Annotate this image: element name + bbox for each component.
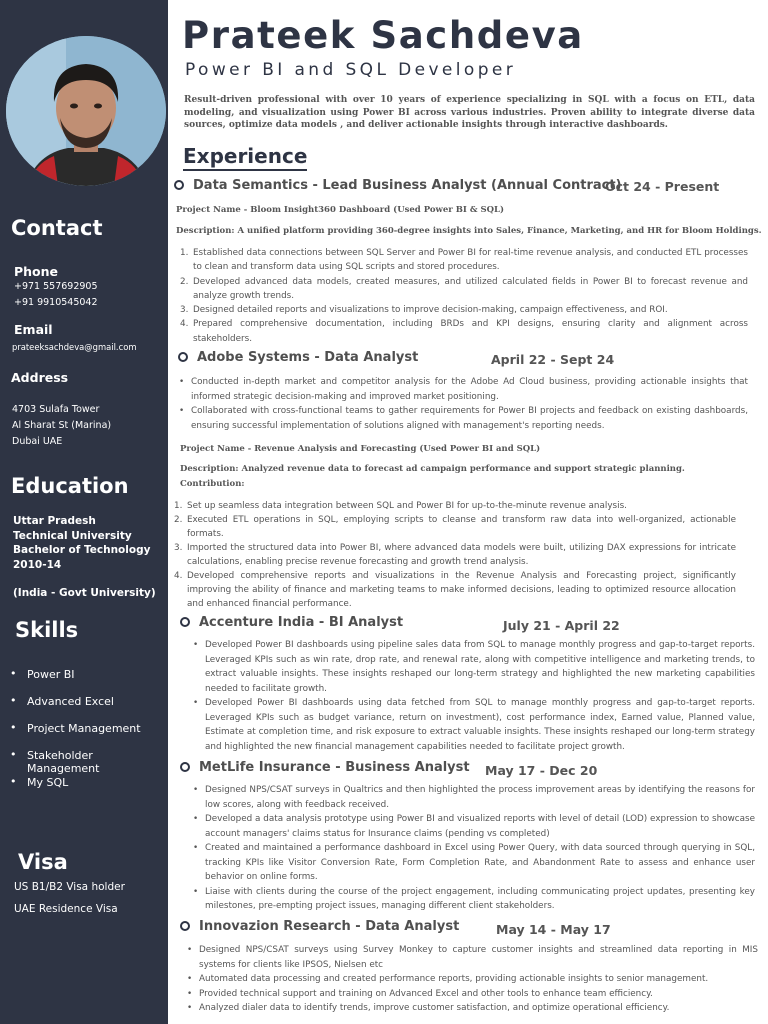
- job-title: Adobe Systems - Data Analyst: [178, 350, 418, 365]
- sidebar: [0, 0, 168, 1024]
- list-item: Designed detailed reports and visualizations to improve decision-making, campaign effectiveness, and ROI.: [193, 305, 668, 316]
- job-title: Data Semantics - Lead Business Analyst (Annual Contract): [174, 178, 622, 193]
- list-item: • Conducted in-depth market and competitor analysis for the Adobe Ad Cloud business, providing actionable insights that informed strategic decision-making and improved market positioning.: [178, 375, 748, 404]
- responsibility-list: [180, 246, 748, 346]
- job-dates: Oct 24 - Present: [605, 179, 720, 194]
- project-description: Description: Analyzed revenue data to forecast ad campaign performance and support strategic planning.: [180, 464, 685, 474]
- phone-number: +91 9910545042: [14, 297, 98, 308]
- list-item: Imported the structured data into Power BI, where advanced data models were built, utilizing DAX expressions for intricate calculations, enabling precise revenue forecasting and growth trend analysis.: [187, 543, 736, 567]
- list-item: • Developed Power BI dashboards using pipeline sales data from SQL to manage monthly progress and gap-to-target reports. Leveraged KPIs such as win rate, drop rate, and renewal rate, along with competitive intelligence and marketing trends, to extract valuable insights. These insights reshaped our long-term strategy and highlighted the new marketing capabilities needed to facilitate growth.: [192, 638, 755, 696]
- education-heading: Education: [11, 474, 129, 498]
- visa-line: UAE Residence Visa: [14, 903, 118, 915]
- job-title: Accenture India - BI Analyst: [180, 615, 403, 630]
- skills-heading: Skills: [15, 618, 79, 642]
- timeline-circle-icon: [174, 180, 184, 190]
- job-title: MetLife Insurance - Business Analyst: [180, 760, 470, 775]
- responsibility-list: [186, 943, 758, 1016]
- skills-list: [10, 668, 168, 803]
- phone-number: +971 557692905: [14, 281, 98, 292]
- list-item: Executed ETL operations in SQL, employing scripts to cleanse and transform raw data into well-organized, actionable formats.: [187, 515, 736, 539]
- education-line: Uttar Pradesh: [13, 515, 96, 527]
- email-link[interactable]: prateeksachdeva@gmail.com: [12, 342, 137, 352]
- address-line: Al Sharat St (Marina): [12, 420, 112, 431]
- list-item: Developed comprehensive reports and visualizations in the Revenue Analysis and Forecasting project, significantly improving the ability of finance and marketing teams to make informed decisions, leading to optimized resource allocation and enhanced financial performance.: [187, 571, 736, 609]
- timeline-circle-icon: [180, 921, 190, 931]
- candidate-role: Power BI and SQL Developer: [185, 60, 517, 80]
- education-block: [13, 514, 156, 601]
- list-item: Prepared comprehensive documentation, including BRDs and KPI designs, ensuring clarity and alignment across stakeholders.: [193, 319, 748, 344]
- list-item: Established data connections between SQL Server and Power BI for real-time revenue analysis, and conducted ETL processes to clean and transform data using SQL scripts and stored procedures.: [193, 248, 748, 273]
- skill-item: • Advanced Excel: [10, 695, 168, 722]
- project-name: Project Name - Bloom Insight360 Dashboard (Used Power BI & SQL): [176, 205, 505, 215]
- skill-item: • Power BI: [10, 668, 168, 695]
- project-name: Project Name - Revenue Analysis and Forecasting (Used Power BI and SQL): [180, 444, 541, 454]
- responsibility-list: [192, 638, 755, 754]
- list-item: • Designed NPS/CSAT surveys in Qualtrics and then highlighted the process improvement areas by identifying the reasons for low scores, along with feedback received.: [192, 783, 755, 812]
- skill-item: • Project Management: [10, 722, 168, 749]
- visa-line: US B1/B2 Visa holder: [14, 881, 125, 893]
- list-item: Developed advanced data models, created measures, and utilized calculated fields in Power BI to forecast revenue and analyze growth trends.: [193, 276, 748, 301]
- job-dates: May 14 - May 17: [496, 922, 611, 937]
- main-content: [168, 0, 768, 1024]
- profile-photo-icon: [6, 36, 166, 186]
- skill-item: • My SQL: [10, 776, 168, 803]
- timeline-circle-icon: [180, 617, 190, 627]
- responsibility-list: [192, 783, 755, 914]
- contact-heading: Contact: [11, 216, 103, 240]
- project-description: Description: A unified platform providing 360-degree insights into Sales, Finance, Marketing, and HR for Bloom Holdings.: [176, 226, 762, 236]
- education-line: 2010-14: [13, 558, 62, 571]
- list-item: Set up seamless data integration between SQL and Power BI for up-to-the-minute revenue analysis.: [187, 501, 627, 511]
- list-item: • Automated data processing and created performance reports, providing actionable insights to senior management.: [186, 972, 758, 987]
- list-item: • Developed Power BI dashboards using data fetched from SQL to manage monthly progress and gap-to-target reports. Leveraged KPIs such as budget variance, return on investment), cost performance index, Earned value, Planned value, Estimate at completion time, and risk exposure to extract valuable insights. These insights reshaped our long-term strategy and highlighted the new financial management capabilities needed to facilitate project growth.: [192, 696, 755, 754]
- address-label: Address: [11, 370, 69, 385]
- list-item: • Collaborated with cross-functional teams to gather requirements for Power BI projects and feedback on existing dashboards, ensuring successful implementation of solutions aligned with management's reporting needs.: [178, 404, 748, 433]
- responsibility-list: [178, 375, 748, 433]
- list-item: • Created and maintained a performance dashboard in Excel using Power Query, with data sourced through querying in SQL, tracking KPIs like Visitor Conversion Rate, Form Completion Rate, and Abandonment Rate to assess and enhance user behavior on online forms.: [192, 841, 755, 885]
- skill-item: • Stakeholder Management: [10, 749, 168, 776]
- visa-heading: Visa: [18, 850, 68, 874]
- summary: Result-driven professional with over 10 years of experience specializing in SQL with a focus on ETL, data modeling, and visualization using Power BI across various industries. Proven ability to integrate diverse data sources, optimize data models , and deliver actionable insights through interactive dashboards.: [184, 95, 755, 130]
- education-line: Technical University: [13, 529, 132, 542]
- phone-label: Phone: [14, 264, 59, 279]
- address-line: Dubai UAE: [12, 436, 63, 447]
- education-line: Bachelor of Technology: [13, 544, 151, 556]
- email-label: Email: [14, 322, 53, 337]
- job-dates: July 21 - April 22: [503, 618, 620, 633]
- list-item: • Analyzed dialer data to identify trends, improve customer satisfaction, and optimize operational efficiency.: [186, 1001, 758, 1016]
- address-line: 4703 Sulafa Tower: [12, 404, 100, 415]
- list-item: • Developed a data analysis prototype using Power BI and visualized reports with level of detail (LOD) expression to showcase account managers' claims status for Insurance claims (pending vs completed): [192, 812, 755, 841]
- timeline-circle-icon: [178, 352, 188, 362]
- timeline-circle-icon: [180, 762, 190, 772]
- candidate-name: Prateek Sachdeva: [182, 14, 584, 57]
- list-item: • Provided technical support and training on Advanced Excel and other tools to enhance team efficiency.: [186, 987, 758, 1002]
- education-line: (India - Govt University): [13, 587, 156, 599]
- job-dates: April 22 - Sept 24: [491, 352, 615, 367]
- avatar: [6, 36, 166, 186]
- experience-heading: Experience: [183, 144, 307, 171]
- job-title: Innovazion Research - Data Analyst: [180, 919, 459, 934]
- contribution-label: Contribution:: [180, 479, 245, 489]
- contribution-list: [174, 499, 736, 611]
- list-item: • Designed NPS/CSAT surveys using Survey Monkey to capture customer insights and streamlined data reporting in MIS systems for clients like IPSOS, Nielsen etc: [186, 943, 758, 972]
- list-item: • Liaise with clients during the course of the project engagement, including communicating project updates, presenting key milestones, pre-empting project issues, managing different client stakeholders.: [192, 885, 755, 914]
- job-dates: May 17 - Dec 20: [485, 763, 598, 778]
